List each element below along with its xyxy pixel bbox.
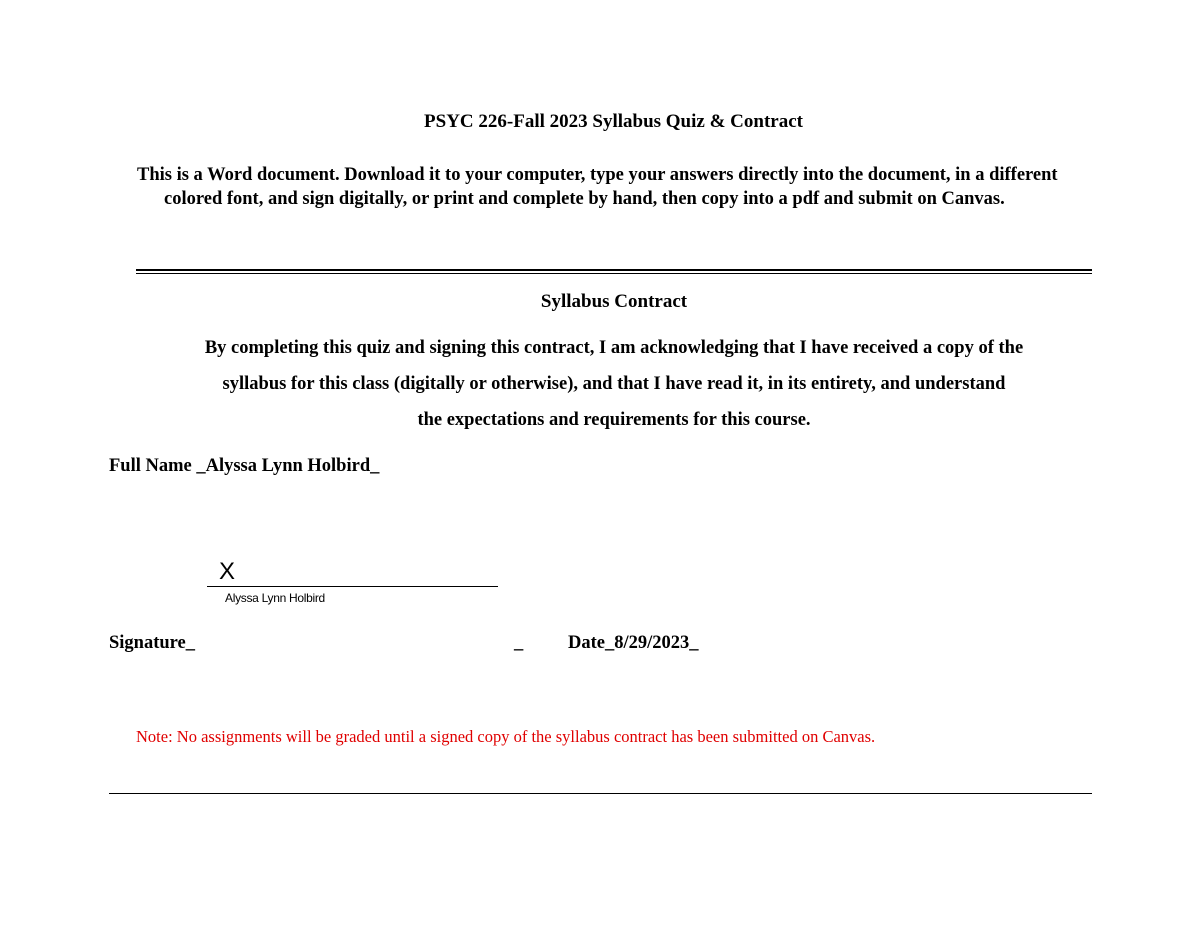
full-name-field[interactable]: Full Name _Alyssa Lynn Holbird_ (109, 456, 380, 476)
contract-line: By completing this quiz and signing this contract, I am acknowledging that I have received a copy of the (204, 338, 1024, 358)
double-divider (136, 269, 1092, 274)
contract-line: the expectations and requirements for this course. (417, 410, 811, 430)
signature-signer-name: Alyssa Lynn Holbird (225, 591, 325, 605)
date-field[interactable]: Date_8/29/2023_ (568, 633, 699, 653)
contract-heading: Syllabus Contract (540, 291, 688, 312)
signature-label: Signature_ (109, 633, 196, 653)
note-text: Note: No assignments will be graded until a signed copy of the syllabus contract has been submitted on Canvas. (136, 727, 876, 746)
bottom-divider (109, 793, 1092, 794)
document-title: PSYC 226-Fall 2023 Syllabus Quiz & Contract (424, 111, 803, 132)
contract-body (136, 330, 1092, 438)
contract-line: syllabus for this class (digitally or otherwise), and that I have read it, in its entirety, and understand (222, 374, 1006, 394)
signature-x-mark: X (219, 558, 236, 585)
signature-underscore: _ (514, 633, 524, 653)
instructions-paragraph: This is a Word document. Download it to your computer, type your answers directly into the document, in a different colored font, and sign digitally, or print and complete by hand, then copy into a pdf and submit on Canvas. (137, 165, 1058, 209)
signature-line[interactable] (207, 586, 498, 587)
